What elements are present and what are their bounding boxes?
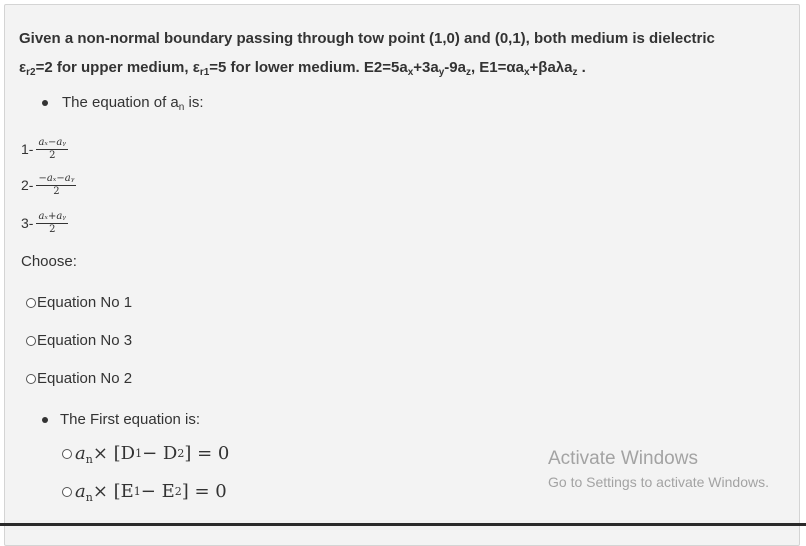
equation-3: 3- $\frac{\text{aₓ+aᵧ}}{2}$: [21, 211, 67, 235]
bullet-icon: [42, 417, 48, 423]
equation-1: 1- $\frac{\text{aₓ−aᵧ}}{2}$: [21, 137, 67, 161]
radio-button[interactable]: [26, 374, 36, 384]
radio-button[interactable]: [62, 449, 72, 459]
fraction: $\frac{\text{−aₓ−aᵧ}}{2}$: [38, 173, 75, 197]
fraction: $\frac{\text{aₓ+aᵧ}}{2}$: [38, 211, 67, 235]
option-d-boundary[interactable]: $a_n$ × [D 1 − D 2 ] = 0: [62, 443, 229, 464]
bullet-an-equation: The equation of $a_n$ is:: [42, 94, 204, 111]
radio-button[interactable]: [62, 487, 72, 497]
choose-label: Choose:: [21, 253, 77, 270]
option-equation-1[interactable]: Equation No 1: [26, 294, 132, 311]
bullet-first-equation: The First equation is:: [42, 411, 200, 428]
activate-windows-watermark: Activate Windows Go to Settings to activate Windows.: [548, 448, 769, 490]
radio-button[interactable]: [26, 298, 36, 308]
bullet-icon: [42, 100, 48, 106]
option-equation-3[interactable]: Equation No 3: [26, 332, 132, 349]
question-text: Given a non-normal boundary passing through tow point (1,0) and (0,1), both medium is dielectric $\varepsilon_{r2}=2$ for upper medium, $\varepsilon_{r1}=5$ for lower medium. $E2=5a_x+3a_y-9a_z$, $E1=\alpha a_x+\beta a\lambda a_z$ .: [19, 30, 715, 78]
fraction: $\frac{\text{aₓ−aᵧ}}{2}$: [38, 137, 67, 161]
option-e-boundary[interactable]: $a_n$ × [E 1 − E 2 ] = 0: [62, 481, 227, 502]
radio-button[interactable]: [26, 336, 36, 346]
equation-2: 2- $\frac{\text{−aₓ−aᵧ}}{2}$: [21, 173, 75, 197]
option-equation-2[interactable]: Equation No 2: [26, 370, 132, 387]
